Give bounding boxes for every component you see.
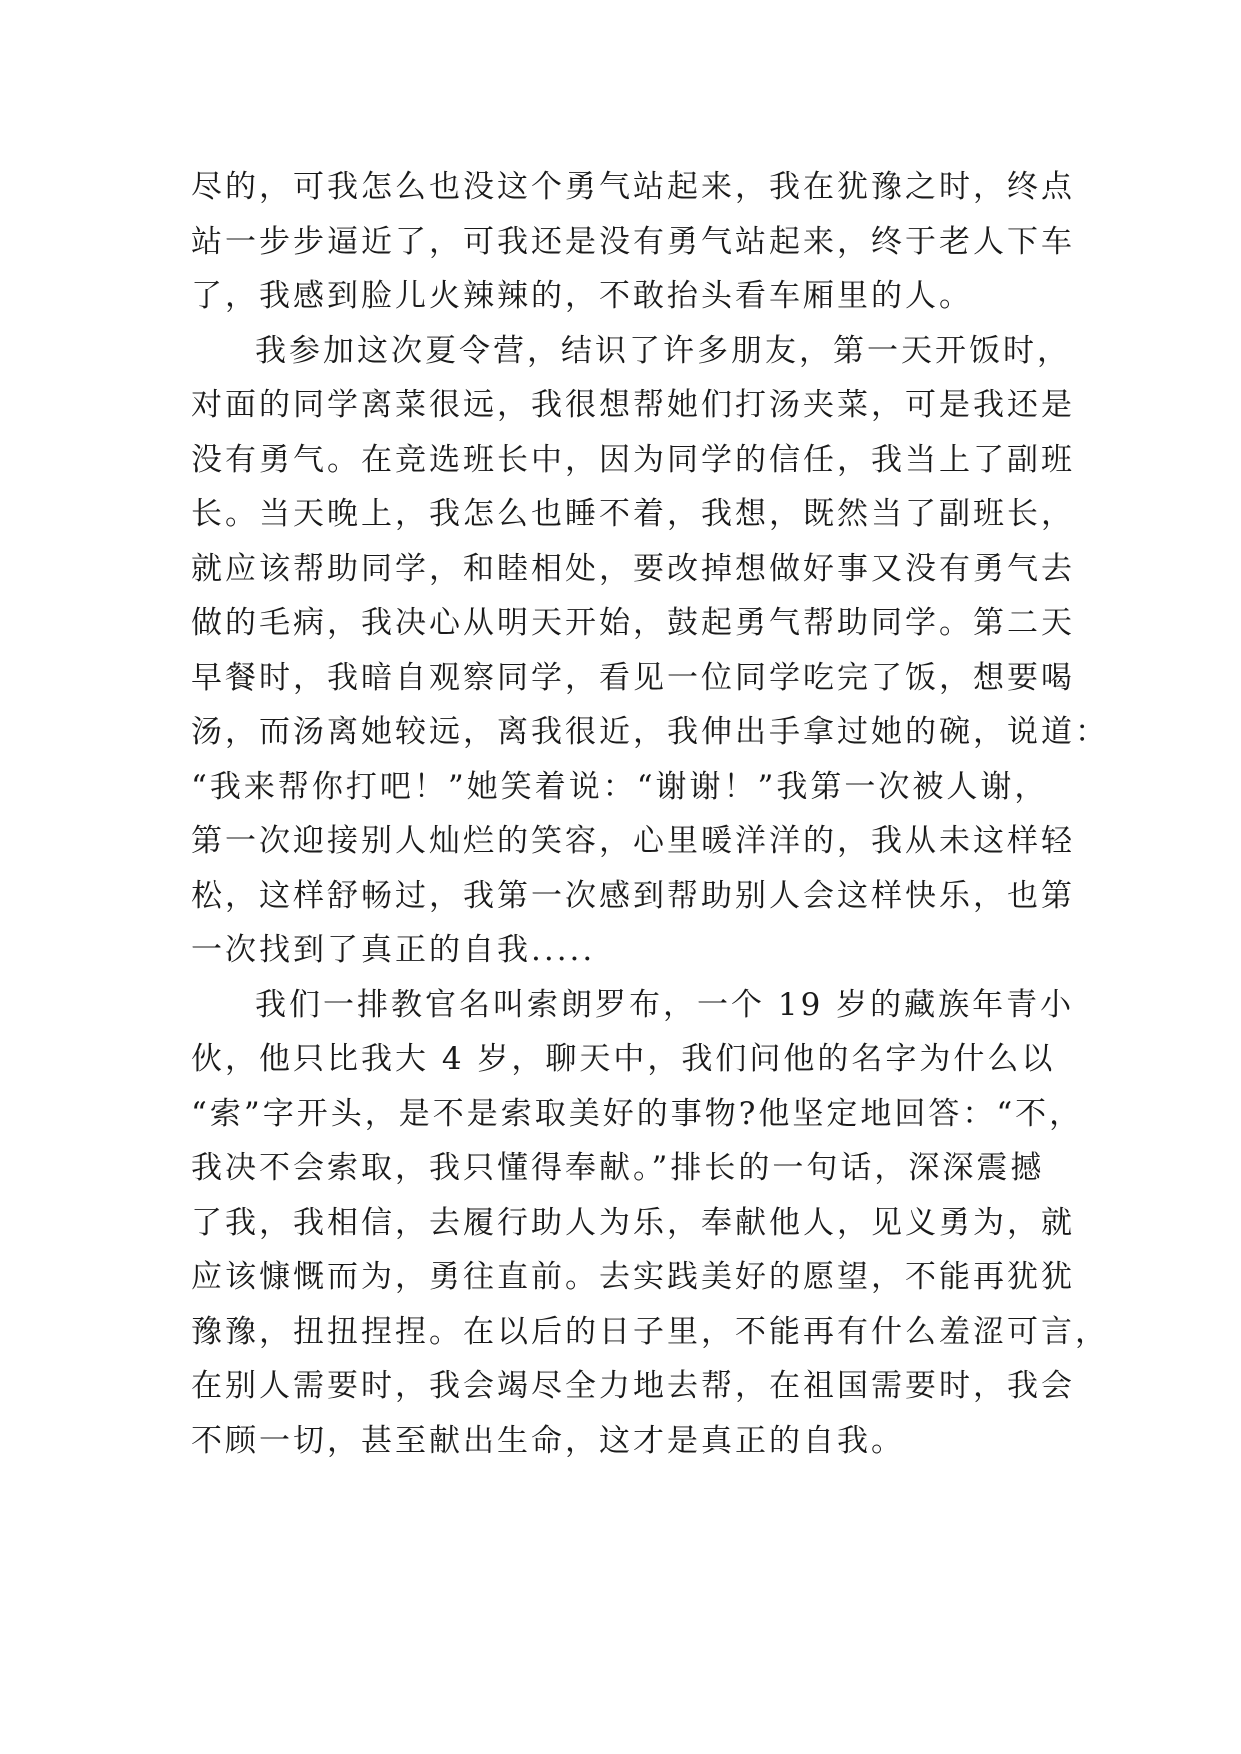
text-line: 长。当天晚上，我怎么也睡不着，我想，既然当了副班长， — [191, 496, 1075, 532]
text-line: 早餐时，我暗自观察同学，看见一位同学吃完了饭，想要喝 — [191, 659, 1075, 696]
text-line: 我们一排教官名叫索朗罗布，一个 19 岁的藏族年青小 — [255, 986, 1075, 1023]
text-line: 做的毛病，我决心从明天开始，鼓起勇气帮助同学。第二天 — [191, 605, 1075, 641]
text-line: 豫豫，扭扭捏捏。在以后的日子里，不能再有什么羞涩可言， — [191, 1313, 1109, 1350]
text-line: 松，这样舒畅过，我第一次感到帮助别人会这样快乐，也第 — [191, 877, 1075, 914]
text-line: 对面的同学离菜很远，我很想帮她们打汤夹菜，可是我还是 — [191, 387, 1075, 423]
text-line: 了，我感到脸儿火辣辣的，不敢抬头看车厢里的人。 — [191, 278, 973, 314]
text-line: 站一步步逼近了，可我还是没有勇气站起来，终于老人下车 — [191, 223, 1075, 260]
text-line: 在别人需要时，我会竭尽全力地去帮，在祖国需要时，我会 — [191, 1368, 1075, 1404]
text-line: 了我，我相信，去履行助人为乐，奉献他人，见义勇为，就 — [191, 1204, 1075, 1241]
text-line: “索”字开头，是不是索取美好的事物?他坚定地回答：“不， — [191, 1095, 1084, 1132]
text-line: 我参加这次夏令营，结识了许多朋友，第一天开饭时， — [255, 332, 1071, 369]
text-line: 就应该帮助同学，和睦相处，要改掉想做好事又没有勇气去 — [191, 550, 1075, 587]
text-line: 我决不会索取，我只懂得奉献。”排长的一句话，深深震撼 — [191, 1150, 1045, 1186]
text-line: 第一次迎接别人灿烂的笑容，心里暖洋洋的，我从未这样轻 — [191, 823, 1075, 859]
text-line: 尽的，可我怎么也没这个勇气站起来，我在犹豫之时，终点 — [191, 169, 1075, 205]
text-line: 没有勇气。在竞选班长中，因为同学的信任，我当上了副班 — [191, 441, 1075, 478]
text-line: “我来帮你打吧！”她笑着说：“谢谢！”我第一次被人谢， — [191, 768, 1049, 805]
document-body — [191, 160, 1109, 1468]
text-line: 应该慷慨而为，勇往直前。去实践美好的愿望，不能再犹犹 — [191, 1259, 1075, 1295]
text-line: 不顾一切，甚至献出生命，这才是真正的自我。 — [191, 1422, 905, 1459]
text-line: 汤，而汤离她较远，离我很近，我伸出手拿过她的碗，说道： — [191, 714, 1109, 750]
text-line: 伙，他只比我大 4 岁，聊天中，我们问他的名字为什么以 — [191, 1041, 1056, 1077]
text-line: 一次找到了真正的自我..... — [191, 932, 596, 968]
